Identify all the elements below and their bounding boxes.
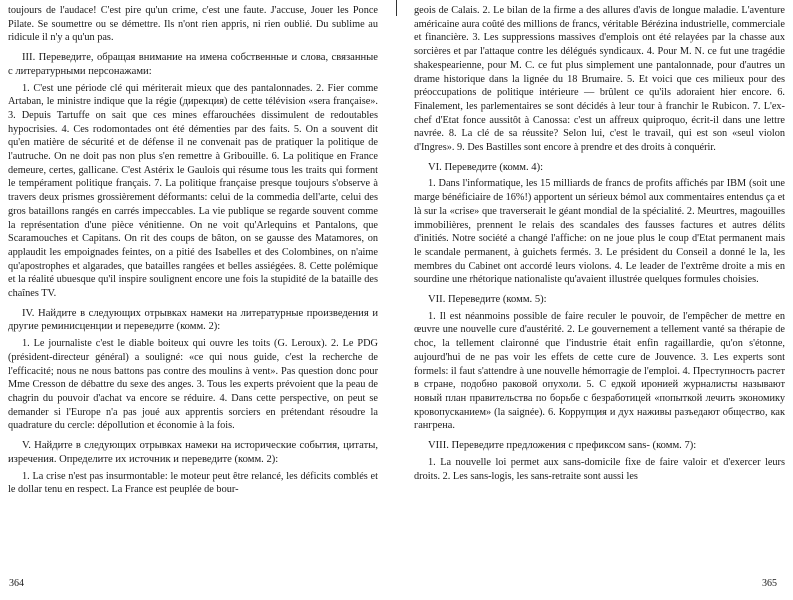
page-number-left: 364: [9, 578, 24, 589]
page-number-right: 365: [762, 578, 777, 589]
exercise-5-continuation: geois de Calais. 2. Le bilan de la firme a des allures d'avis de longue maladie. L'aventure américaine aura coûté des millions de francs, véritable Bérézina industrielle, commerciale et financière. 3. Les suppressions massives d'emplois ont été relayées par la chasse aux sorcières et par l'attaque contre les délégués syndicaux. 4. Pour M. N. ce fut une tragédie shakespearienne, pour M. C. ce fut plus simplement une pantalonnade, pour d'autres un drame historique dans la lignée du 18 Brumaire. 5. Et voici que ces milieux pour des préoccupations de politique intérieure — brûlent ce qu'ils adoraient hier encore. 6. Finalement, les parlementaires se sont décidés à leur tour à franchir le Rubicon. 7. L'ex-chef d'Etat fonce aussitôt à Canossa: c'est un affreux quiproquo, écrit-il dans une lettre navrée. 8. La clé de sa réussite? Selon lui, c'est le travail, qui est son «seul violon d'Ingres». 9. Des Bastilles sont encore à prendre et des droits à conquérir.: [414, 5, 785, 154]
exercise-5-body: 1. La crise n'est pas insurmontable: le moteur peut être relancé, les déficits comblés et le dollar tenu en respect. La France est peuplée de bour-: [8, 470, 378, 496]
exercise-5-heading: V. Найдите в следующих отрывках намеки на исторические события, цитаты, изречения. Определите их источник и переведите (комм. 2):: [8, 440, 378, 465]
exercise-6-heading: VI. Переведите (комм. 4):: [428, 161, 544, 173]
exercise-7-body: 1. Il est néanmoins possible de faire reculer le pouvoir, de l'empêcher de mettre en œuvre une nouvelle cure d'austérité. 2. Le gouvernement a tellement vanté sa thérapie de choc, la tellement claironné que l'industrie était enfin ragaillardie, qu'on s'étonne, aujourd'hui de ne pas voir les effets de cette cure de Jouvence. 3. Les experts sont formels: il faut s'attendre à une nouvelle hémorragie de l'emploi. 4. Преступность растет в стране, подобно раковой опухоли. 5. С едкой иронией журналисты называют новый план правительства по борьбе с безработицей «попыткой лечить экономику кровопусканием» (la saignée). 6. Коррупция и дух наживы разъедают общество, как гангрена.: [414, 310, 785, 432]
exercise-6-body: 1. Dans l'informatique, les 15 milliards de francs de profits affichés par IBM (soit une marge bénéficiaire de 16%!) apportent un sérieux bémol aux commentaires entendus ça et là sur la «crise» que traverserait le géant mondial de la spécialité. 2. Meurtres, magouilles immobilières, prennent le relais des scandales des fausses factures et autres délits d'initiés. Notre société a changé l'affiche: on ne joue plus le coup d'Etat permanent mais le scandale permanent, à guichets fermés. 3. Le président du Conseil a donné le la, les membres du Cabinet ont accordé leurs violons. 4. Le leader de l'extrême droite a mis en sourdine une rhétorique nationaliste qu'avaient illustrée quelques formules choisies.: [414, 178, 785, 286]
left-intro-paragraph: toujours de l'audace! C'est pire qu'un crime, c'est une faute. J'accuse, Jouer les Ponce Pilate. Se soumettre ou se démettre. Ils n'ont rien appris, ni rien oublié. Du sublime au ridicule il n'y a qu'un pas.: [8, 5, 378, 44]
exercise-4-body: 1. Le journaliste c'est le diable boiteux qui ouvre les toits (G. Leroux). 2. Le PDG (président-directeur général) a souligné: «ce qui nous guide, c'est la recherche de l'efficacité; nous ne nous battons pas contre des moulins à vent». Pas question donc pour Mme Cresson de débattre du sexe des anges. 3. Tous les experts prévoient que la peau de chagrin du pouvoir d'achat va encore se réduire. 4. Dans cette perspective, on peut se demander si l'Europe n'a pas joué aux apprentis sorciers en prétendant résoudre la quadrature du cercle: dépollution et économie à la fois.: [8, 338, 378, 432]
right-page: [414, 4, 785, 564]
exercise-3-heading: III. Переведите, обращая внимание на имена собственные и слова, связанные с литературными персонажами:: [8, 52, 378, 77]
exercise-7-heading: VII. Переведите (комм. 5):: [428, 294, 547, 306]
exercise-8-heading: VIII. Переведите предложения с префиксом sans- (комм. 7):: [428, 440, 697, 452]
left-page: [8, 4, 378, 564]
exercise-8-body: 1. La nouvelle loi permet aux sans-domicile fixe de faire valoir et d'exercer leurs droits. 2. Les sans-logis, les sans-retraite sont aussi les: [414, 456, 785, 482]
gutter-mark: [396, 0, 397, 16]
exercise-3-body: 1. C'est une période clé qui mériterait mieux que des pantalonnades. 2. Fier comme Artaban, le ministre indique que la régie (дирекция) de cette télévision «sera française». 3. Depuis Tartuffe on sait que ces mines effarouchées dissimulent de redoutables hypocrisies. 4. Ces rodomontades ont été démenties par des faits. 5. On a souvent dit qu'en matière de sécurité et de défense il ne convenait pas de pratiquer la politique de l'autruche. On ne doit pas non plus s'en remettre à Gribouille. 6. La politique en France demeure, certes, gallicane. C'est Astérix le Gaulois qui résume tous les traits qui forment le tempérament politique français. 7. La politique française presque toujours s'observe à travers deux prismes grossièrement déformants: celui de la commedia dell'arte, celui des gros bataillons rangés en carrés impeccables. La vie publique se regarde souvent comme la représentation d'une pièce vénitienne. On ne voit qu'Arlequins et Pantalons, que Scaramouches et Capitans. On rit des coups de bâton, on se gausse des Matamores, on applaudit les empoignades feintes, on a pitié des Isabelles et des Colombines, on n'aime qu'apostrophes et algarades, que batailles rangées et belles assiégées. 8. Cette polémique et la réalité ubuesque qu'il inspire soulignent encore une fois la stupidité de la bataille des chaînes TV.: [8, 82, 378, 300]
exercise-4-heading: IV. Найдите в следующих отрывках намеки на литературные произведения и другие реминисценции и переведите (комм. 2):: [8, 307, 378, 333]
